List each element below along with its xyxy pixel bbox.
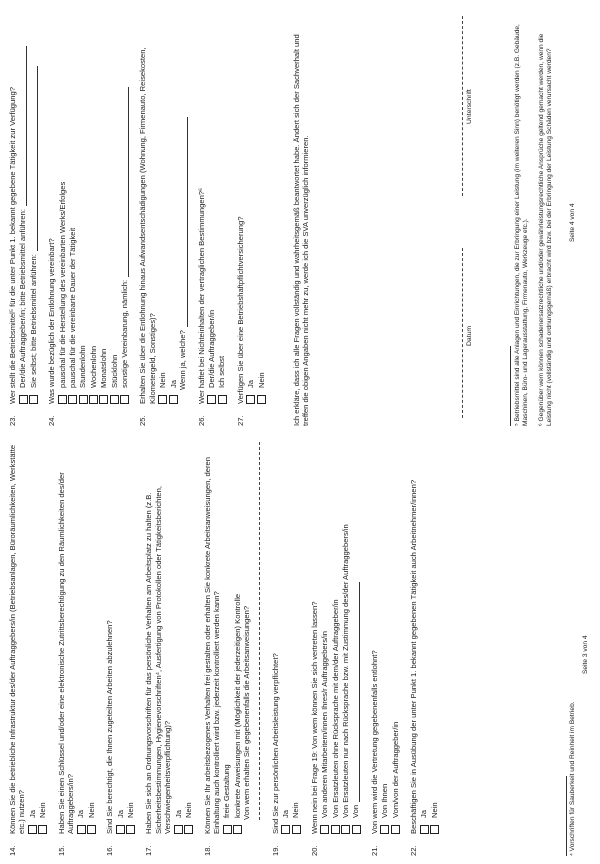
checkbox[interactable]	[126, 825, 135, 834]
answer-line[interactable]	[121, 87, 129, 277]
signature-label: Unterschrift	[466, 89, 473, 124]
question-text: Wer haftet bei Nichteinhalten der vertraglichen Bestimmungen?⁶	[196, 187, 206, 404]
checkbox[interactable]	[19, 395, 28, 404]
answer-line[interactable]	[19, 46, 27, 206]
option-self[interactable]: Von Ihnen	[380, 442, 389, 834]
question-number: 20.	[309, 845, 319, 856]
option-weekly[interactable]: Wochenlohn	[89, 10, 98, 404]
option-nein[interactable]: Nein	[184, 442, 193, 834]
checkbox[interactable]	[246, 395, 255, 404]
checkbox[interactable]	[352, 825, 361, 834]
question-text: Sind Sie berechtigt, die Ihnen zugeteilten Arbeiten abzulehnen?	[105, 620, 115, 834]
option-client[interactable]: Der/die Auftraggeber/in	[207, 10, 216, 404]
checkbox[interactable]	[87, 825, 96, 834]
footnote-rule	[510, 346, 511, 426]
date-line[interactable]	[462, 248, 463, 418]
followup: Wenn ja, welche?	[178, 10, 187, 404]
option-monthly[interactable]: Monatslohn	[99, 10, 108, 404]
question-26	[197, 10, 227, 426]
question-number: 23.	[8, 415, 17, 426]
question-number: 15.	[56, 845, 66, 856]
question-text: Wer stellt die Betriebsmittel⁵ für die unter Punkt 1. bekannt gegebene Tätigkeit zur Verfügung?	[8, 87, 17, 404]
question-24	[47, 10, 129, 426]
question-21	[370, 442, 400, 856]
question-number: 24.	[47, 415, 57, 426]
checkbox[interactable]	[223, 825, 232, 834]
question-number: 17.	[144, 845, 154, 856]
page-3	[0, 432, 600, 864]
option-instructions[interactable]: konkrete Anweisungen mit (Möglichkeit der jederzeitigen) Kontrolle	[233, 442, 242, 834]
question-text: Wenn nein bei Frage 19: Von wem können Sie sich vertreten lassen?	[309, 601, 319, 834]
question-text: Was wurde bezüglich der Entlohnung vereinbart?	[47, 238, 57, 404]
footnote-rule	[566, 776, 567, 856]
option-duration-lump[interactable]: pauschal für die vereinbarte Dauer der Tätigkeit	[68, 10, 77, 404]
option-substitute-free[interactable]: Von Ersatzleuten ohne Rücksprache mit dem/der Auftraggeber/in	[331, 442, 340, 834]
question-20	[310, 442, 361, 856]
option-nein[interactable]: Nein	[158, 10, 167, 404]
question-text: Haben Sie einen Schlüssel und/oder eine elektronische Zutrittsberechtigung zu den Räumlichkeiten des/der Auftraggebers/in?	[56, 472, 76, 834]
checkbox[interactable]	[28, 825, 37, 834]
checkbox[interactable]	[281, 825, 290, 834]
checkbox[interactable]	[99, 395, 108, 404]
checkbox[interactable]	[184, 825, 193, 834]
question-16	[105, 442, 135, 856]
footnote-6: ⁶ Gegenüber wem können schadenersatzrechtliche und/oder gewährleistungsrechtliche Ansprüche geltend gemacht werden, wenn die Leistung nicht (vollständig und ordnungsgemäß) erbracht wird bzw. bei der Erbringung der Leistung Schäden verursacht werden?	[538, 33, 553, 426]
checkbox[interactable]	[430, 825, 439, 834]
checkbox[interactable]	[420, 825, 429, 834]
checkbox[interactable]	[158, 395, 167, 404]
checkbox[interactable]	[320, 825, 329, 834]
option-nein[interactable]: Nein	[291, 442, 300, 834]
option-substitute-consent[interactable]: Von Ersatzleuten nur nach Rücksprache bzw. mit Zustimmung des/der Auftraggebers/in	[341, 442, 350, 834]
footnote-5: ⁵ Betriebsmittel sind alle Anlagen und Einrichtungen, die zur Erbringung einer Leistung (im weiteren Sinn) benötigt werden (z.B. Gebäude, Maschinen, Büro- und Lagerausstattung, Firmenauto, Werkzeuge etc.).	[514, 24, 529, 426]
question-23	[8, 10, 38, 426]
question-number: 18.	[202, 845, 212, 856]
question-text: Haben Sie sich an Ordnungsvorschriften für das persönliche Verhalten am Arbeitsplatz zu halten (z.B. Sicherheitsbestimmungen, Hygienevorschriften⁴, Ausfertigung von Protokollen oder Tätigkeitsberichten, Verschwiegenheitsverpflichtung)?	[144, 486, 173, 834]
question-number: 14.	[8, 845, 17, 856]
option-ja[interactable]: Ja	[246, 10, 255, 404]
checkbox[interactable]	[233, 825, 242, 834]
option-ja[interactable]: Ja	[76, 442, 85, 834]
option-own-means[interactable]: Sie selbst; bitte Betriebsmittel anführen:	[29, 10, 38, 404]
option-nein[interactable]: Nein	[126, 442, 135, 834]
option-nein[interactable]: Nein	[257, 10, 266, 404]
question-14	[8, 442, 48, 856]
option-ja[interactable]: Ja	[174, 442, 183, 834]
checkbox[interactable]	[380, 825, 389, 834]
question-number: 22.	[409, 845, 418, 856]
date-label: Datum	[466, 325, 473, 346]
question-number: 27.	[235, 415, 245, 426]
answer-line[interactable]	[180, 117, 188, 327]
checkbox[interactable]	[116, 825, 125, 834]
checkbox[interactable]	[218, 395, 227, 404]
checkbox[interactable]	[89, 395, 98, 404]
checkbox[interactable]	[169, 395, 178, 404]
question-18	[203, 442, 262, 856]
checkbox[interactable]	[207, 395, 216, 404]
declaration-text: Ich erkläre, dass ich alle Fragen vollständig und wahrheitsgemäß beantwortet habe. Ändert sich der Sachverhalt und treffen die obigen Angaben nicht mehr zu, werde ich die SVA unverzüglich informieren.	[291, 34, 311, 426]
question-number: 16.	[105, 845, 115, 856]
option-client-means[interactable]: Der/die Auftraggeber/in; bitte Betriebsmittel anführen:	[18, 10, 27, 404]
question-text: Von wem wird die Vertretung gegebenenfalls entlohnt?	[369, 650, 379, 834]
option-hourly[interactable]: Stundenlohn	[78, 10, 87, 404]
checkbox[interactable]	[29, 395, 38, 404]
checkbox[interactable]	[341, 825, 350, 834]
checkbox[interactable]	[391, 825, 400, 834]
page-number: Seite 4 von 4	[569, 203, 576, 242]
question-19	[271, 442, 301, 856]
question-15	[57, 442, 97, 856]
checkbox[interactable]	[174, 825, 183, 834]
checkbox[interactable]	[257, 395, 266, 404]
question-text: Erhalten Sie über die Entlohnung hinaus Aufwandsentschädigungen (Wohnung, Firmenauto, Reisekosten, Kilometergeld, Sonstiges)?	[138, 47, 157, 404]
question-text: Beschäftigen Sie in Ausübung der unter Punkt 1. bekannt gegebenen Tätigkeit auch Arbeitnehmer/innen?	[409, 479, 418, 834]
checkbox[interactable]	[38, 825, 47, 834]
question-22	[409, 442, 439, 856]
option-ja[interactable]: Ja	[419, 442, 428, 834]
option-ja[interactable]: Ja	[116, 442, 125, 834]
answer-line[interactable]	[30, 66, 38, 251]
option-other[interactable]: sonstige Vereinbarung, nämlich:	[120, 10, 129, 404]
option-other[interactable]: Von	[351, 442, 360, 834]
question-27	[236, 10, 266, 426]
option-ja[interactable]: Ja	[169, 10, 178, 404]
signature-line[interactable]	[462, 16, 463, 196]
option-ja[interactable]: Ja	[281, 442, 290, 834]
option-nein[interactable]: Nein	[430, 442, 439, 834]
checkbox[interactable]	[58, 395, 67, 404]
option-free[interactable]: freie Gestaltung	[222, 442, 231, 834]
question-number: 26.	[196, 415, 206, 426]
option-nein[interactable]: Nein	[87, 442, 96, 834]
option-ja[interactable]: Ja	[28, 442, 37, 834]
checkbox[interactable]	[292, 825, 301, 834]
option-self[interactable]: Ich selbst	[217, 10, 226, 404]
checkbox[interactable]	[331, 825, 340, 834]
checkbox[interactable]	[79, 395, 88, 404]
option-piece[interactable]: Stücklohn	[110, 10, 119, 404]
option-client[interactable]: Vom/von der Auftraggeber/in	[391, 442, 400, 834]
checkbox[interactable]	[68, 395, 77, 404]
checkbox[interactable]	[120, 395, 129, 404]
option-colleagues[interactable]: Von anderen Mitarbeitern/innen Ihres/r Auftraggebers/in	[320, 442, 329, 834]
answer-line[interactable]	[352, 582, 360, 802]
option-nein[interactable]: Nein	[38, 442, 47, 834]
option-work-lump[interactable]: pauschal für die Herstellung des vereinbarten Werks/Erfolges	[58, 10, 67, 404]
question-text: Sind Sie zur persönlichen Arbeitsleistung verpflichtet?	[270, 653, 280, 834]
question-number: 25.	[138, 415, 148, 426]
followup-text: Von wem erhalten Sie gegebenenfalls die Arbeitsanweisungen?	[242, 605, 252, 820]
page-number: Seite 3 von 4	[582, 635, 589, 674]
checkbox[interactable]	[110, 395, 119, 404]
question-25	[138, 10, 187, 426]
question-text: Verfügen Sie über eine Betriebshaftpflichtversicherung?	[235, 216, 245, 404]
question-text: Können Sie die betriebliche Infrastruktur des/der Auftraggebers/in (Betriebsanlagen, Büroräumlichkeiten, Werkstätte etc.) nutzen?	[8, 444, 27, 834]
question-number: 19.	[270, 845, 280, 856]
question-text: Können Sie Ihr arbeitsbezogenes Verhalten frei gestalten oder erhalten Sie konkrete Arbeitsanweisungen, deren Einhaltung auch kontrolliert wird bzw. jederzeit kontrolliert werden kann?	[202, 457, 221, 834]
question-17	[144, 442, 193, 856]
question-number: 21.	[369, 845, 379, 856]
footnote: ⁴ Vorschriften für Sauberkeit und Reinheit im Betrieb.	[569, 701, 576, 856]
checkbox[interactable]	[77, 825, 86, 834]
answer-line[interactable]	[259, 442, 260, 820]
